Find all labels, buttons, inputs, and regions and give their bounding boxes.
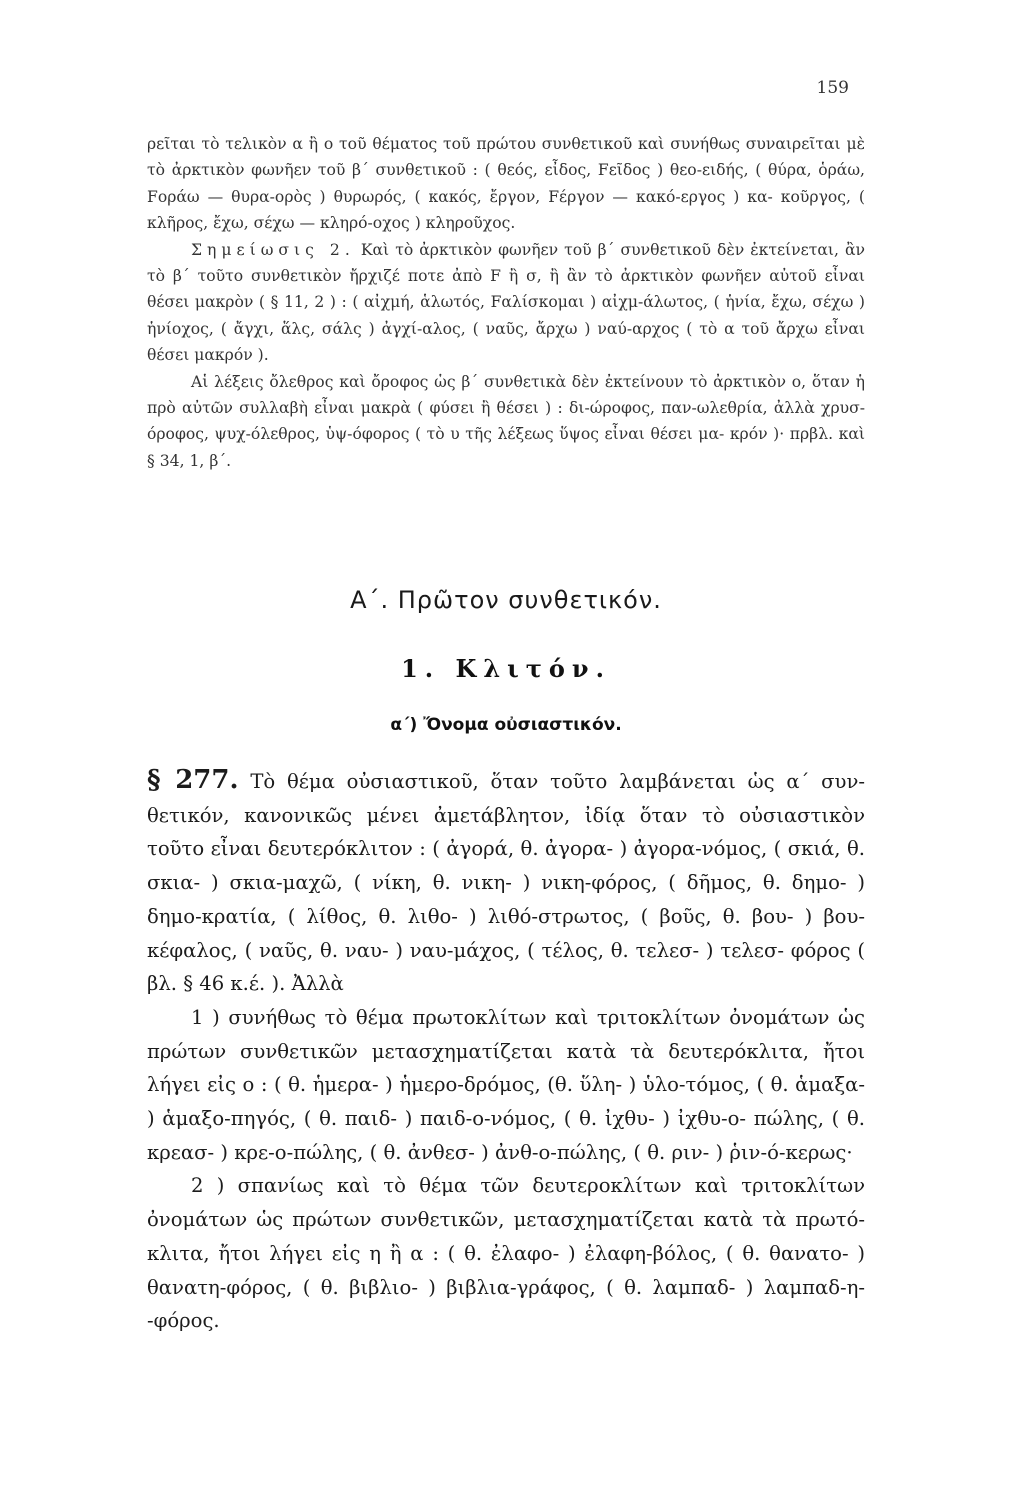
text-line: κρόν )· πρβλ. καὶ § 34, 1, β΄.	[147, 425, 865, 470]
text-line: πρώτων συνθετικῶν μετασχηματίζεται κατὰ τὰ δευτερόκλιτα, ἤτοι	[147, 1039, 865, 1063]
text-line: κλιτα, ἤτοι λήγει εἰς η ἢ α : ( θ. ἐλαφο- ) ἐλαφη-βόλος, ( θ. θανατο- )	[147, 1241, 865, 1265]
text-line: ἔχω, σέχω ) ἡνίοχος, ( ἄγχι, ἅλς, σάλς ) ἀγχί-αλος, ( ναῦς, ἄρχω ) ναύ-αρχος	[147, 293, 865, 338]
text-line: θ. σκια- ) σκια-μαχῶ, ( νίκη, θ. νικη- ) νικη-φόρος, ( δῆμος, θ. δημο- )	[147, 837, 865, 895]
section-paragraph	[147, 764, 865, 1001]
text-line: 1 ) συνήθως τὸ θέμα πρωτοκλίτων καὶ τριτοκλίτων ὀνομάτων ὡς	[191, 1005, 865, 1029]
text-line: ριν- ) ῥιν-ό-κερως·	[671, 1140, 853, 1164]
text-line: Τὸ θέμα οὐσιαστικοῦ, ὅταν τοῦτο λαμβάνεται ὡς α΄ συν-	[250, 770, 865, 793]
continued-paragraph-block	[147, 131, 865, 474]
note-paragraph-2	[147, 369, 865, 475]
note-paragraph	[147, 237, 865, 369]
text-line: ἂν τὸ β΄ τοῦτο συνθετικὸν ἤρχιζέ ποτε ἀπὸ F ἢ σ, ἢ ἂν τὸ ἀρκτικὸν φωνῆεν αὐτοῦ	[147, 240, 866, 286]
text-line: θανατη-φόρος, ( θ. βιβλιο- ) βιβλια-γράφος, ( θ. λαμπαδ- ) λαμπαδ-η-	[147, 1275, 865, 1299]
text-line: δημο-κρατία, ( λίθος, θ. λιθο- ) λιθό-στρωτος, ( βοῦς, θ. βου- ) βου-	[147, 904, 865, 928]
text-line: εἶναι δευτερόκλιτον : ( ἀγορά, θ. ἀγορα- ) ἀγορα-νόμος, ( σκιά,	[210, 837, 841, 861]
text-line: Καὶ τὸ ἀρκτικὸν φωνῆεν τοῦ β΄ συνθετικοῦ δὲν ἐκτείνεται,	[360, 240, 839, 259]
subchapter-heading: α΄) Ὄνομα οὐσιαστικόν.	[390, 715, 622, 735]
section-number: § 277.	[147, 765, 239, 795]
text-line: ἀλλὰ χρυσ-όροφος, ψυχ-όλεθρος, ὑψ-όφορος ( τὸ υ τῆς λέξεως ὕψος εἶναι θέσει μα-	[147, 399, 866, 444]
text-line: εἶναι θέσει μακρὸν ( § 11, 2 ) : ( αἰχμή, ἁλωτός, Fαλίσκομαι ) αἰχμ-άλωτος, ( ἡνία,	[147, 267, 865, 312]
rule-2-paragraph	[147, 1169, 865, 1338]
part-heading: Α΄. Πρῶτον συνθετικόν.	[350, 586, 662, 614]
text-line: Αἱ λέξεις ὄλεθρος καὶ ὄροφος ὡς β΄ συνθετικὰ δὲν ἐκτείνουν τὸ ἀρκτικὸν ο,	[191, 372, 807, 391]
text-line: ἁμαξα- ) ἁμαξο-πηγός, ( θ. παιδ- ) παιδ-ο-νόμος, ( θ. ἰχθυ- ) ἰχθυ-ο-	[147, 1073, 866, 1131]
page-number: 159	[816, 78, 849, 98]
text-line: λήγει εἰς ο : ( θ. ἡμερα- ) ἡμερο-δρόμος, (θ. ὕλη- ) ὑλο-τόμος, ( θ.	[147, 1073, 789, 1097]
text-line: κέφαλος, ( ναῦς, θ. ναυ- ) ναυ-μάχος, ( τέλος, θ. τελεσ- ) τελεσ-	[147, 938, 784, 962]
text-line: φόρος ( βλ. § 46 κ.έ. ). Ἀλλὰ	[147, 938, 865, 996]
text-line: κοῦργος, ( κλῆρος, ἔχω, σέχω — κληρό-οχος ) κληροῦχος.	[147, 187, 865, 233]
text-line: 2 ) σπανίως καὶ τὸ θέμα τῶν δευτεροκλίτων καὶ τριτοκλίτων	[191, 1174, 865, 1198]
intro-paragraph	[147, 131, 865, 237]
text-line: ρεῖται τὸ τελικὸν α ἢ ο τοῦ θέματος τοῦ πρώτου συνθετικοῦ καὶ συνήθως συναιρεῖται	[147, 135, 841, 153]
text-line: θετικόν, κανονικῶς μένει ἀμετάβλητον, ἰδίᾳ ὅταν τὸ οὐσιαστικὸν τοῦτο	[147, 803, 865, 861]
text-line: ( τὸ α τοῦ ἄρχω εἶναι θέσει μακρόν ).	[147, 319, 865, 365]
text-line: ὁράω, Fοράω — θυρα-ορὸς ) θυρωρός, ( κακός, ἔργον, Fέργον — κακό-εργος ) κα-	[147, 161, 865, 206]
note-label: Σημείωσις 2.	[191, 240, 355, 259]
text-line: μὲ τὸ ἀρκτικὸν φωνῆεν τοῦ β΄ συνθετικοῦ : ( θεός, εἶδος, Fεῖδος ) θεο-ειδής, ( θύρα,	[147, 135, 865, 180]
text-line: πώλης, ( θ. κρεασ- ) κρε-ο-πώλης, ( θ. ἀνθεσ- ) ἀνθ-ο-πώλης, ( θ.	[147, 1107, 865, 1164]
text-line: ὀνομάτων ὡς πρώτων συνθετικῶν, μετασχηματίζεται κατὰ τὰ πρωτό-	[147, 1208, 865, 1232]
text-line: -φόρος.	[147, 1309, 220, 1333]
chapter-heading: 1. Κλιτόν.	[401, 654, 611, 683]
section-277	[147, 764, 865, 1338]
text-line: ὅταν ἡ πρὸ αὐτῶν συλλαβὴ εἶναι μακρὰ ( φύσει ἢ θέσει ) : δι-ώροφος, παν-ωλεθρία,	[147, 372, 865, 418]
rule-1-paragraph	[147, 1001, 865, 1170]
